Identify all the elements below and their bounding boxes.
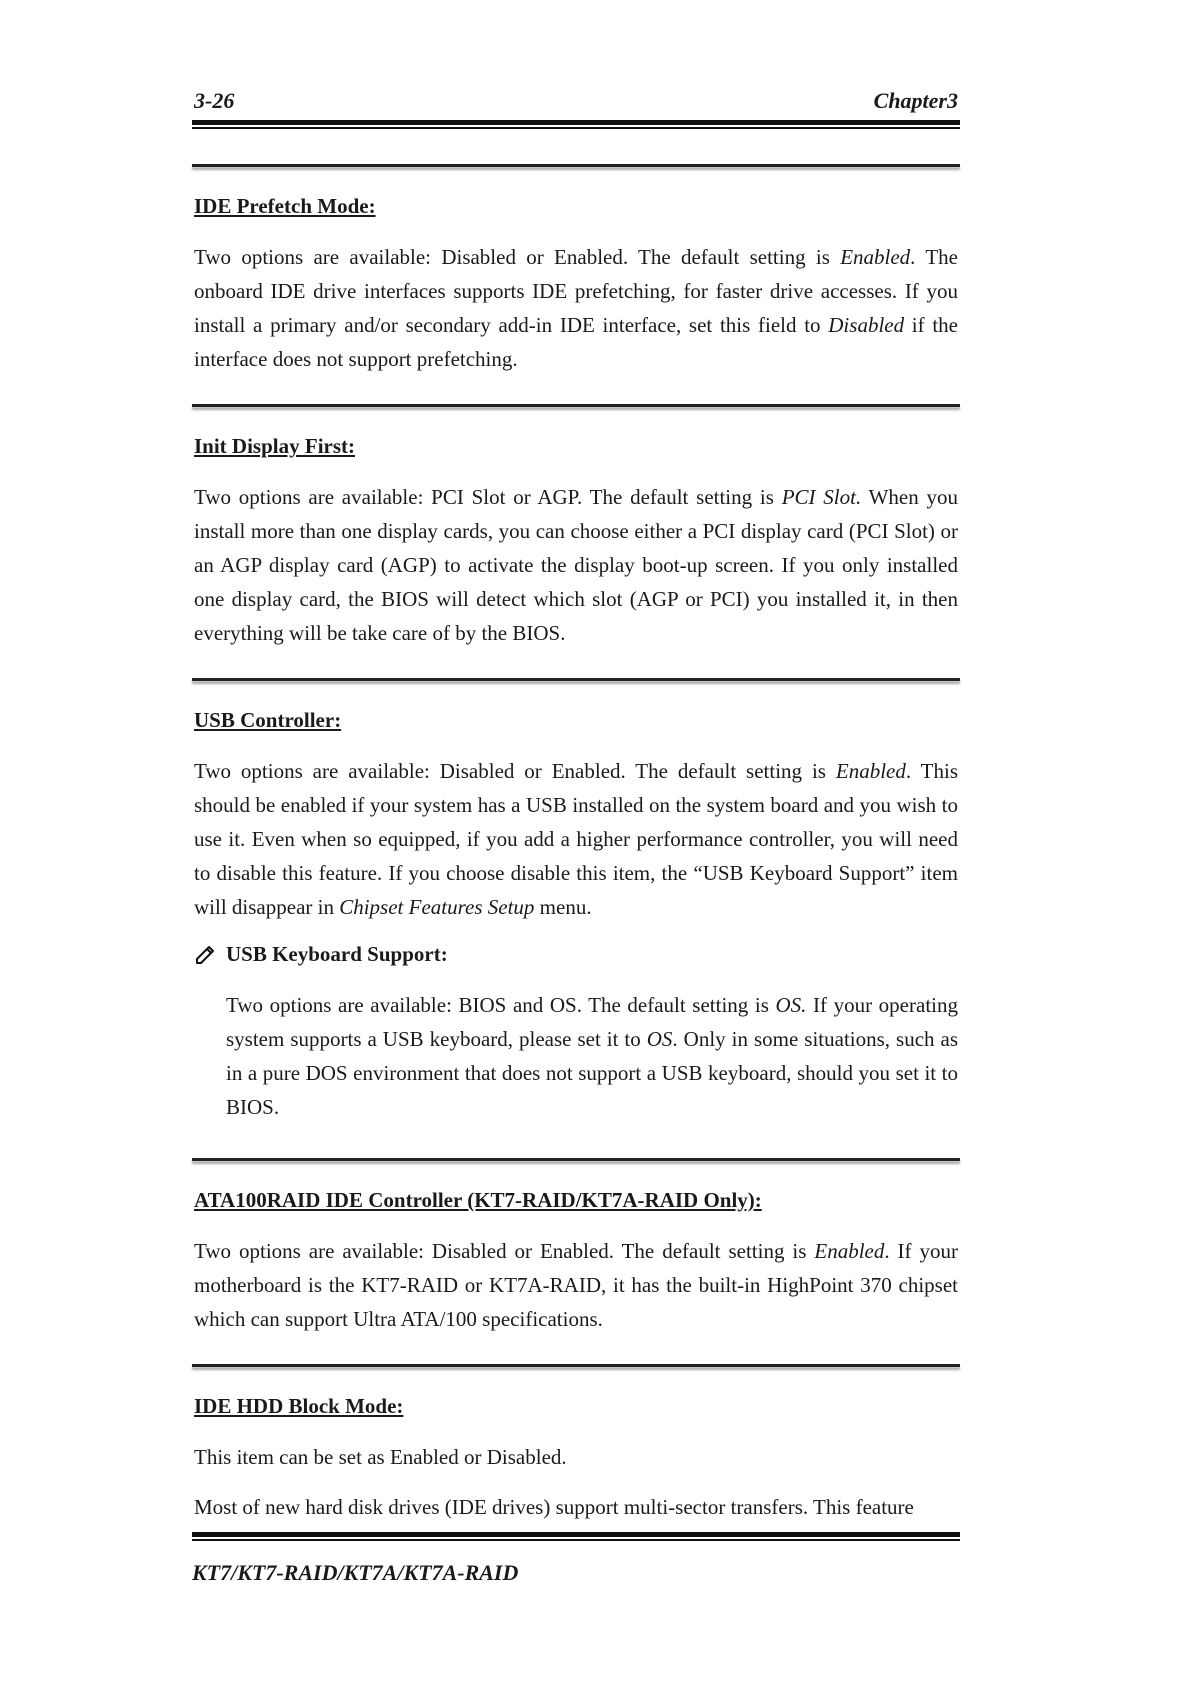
section-init-display-first xyxy=(194,432,958,666)
section-ide-prefetch-mode xyxy=(194,192,958,392)
section-divider xyxy=(192,404,960,407)
page-header xyxy=(192,88,960,116)
pencil-icon xyxy=(194,942,218,966)
section-ata100raid-ide-controller xyxy=(194,1186,958,1352)
section-paragraph: Two options are available: Disabled or Enabled. The default setting is Enabled. This should be enabled if your system has a USB installed on the system board and you wish to use it. Even when so equipped, if you add a higher performance controller, you will need to disable this feature. If you choose disable this item, the “USB Keyboard Support” item will disappear in Chipset Features Setup menu. xyxy=(194,759,958,919)
section-paragraph: Most of new hard disk drives (IDE drives) support multi-sector transfers. This feature xyxy=(194,1495,914,1519)
footer-model: KT7/KT7-RAID/KT7A/KT7A-RAID xyxy=(192,1560,519,1585)
subsection-paragraph: Two options are available: BIOS and OS. The default setting is OS. If your operating system supports a USB keyboard, please set it to OS. Only in some situations, such as in a pure DOS environment that does not support a USB keyboard, should you set it to BIOS. xyxy=(226,993,958,1119)
section-title: ATA100RAID IDE Controller (KT7-RAID/KT7A-RAID Only): xyxy=(194,1188,762,1212)
section-paragraph: This item can be set as Enabled or Disabled. xyxy=(194,1445,567,1469)
section-divider xyxy=(192,164,960,167)
section-divider xyxy=(192,1364,960,1367)
section-divider xyxy=(192,678,960,681)
header-rule xyxy=(192,120,960,129)
section-title: USB Controller: xyxy=(194,708,342,732)
section-title: Init Display First: xyxy=(194,434,356,458)
section-title: IDE Prefetch Mode: xyxy=(194,194,376,218)
section-divider xyxy=(192,1158,960,1161)
subsection-usb-keyboard-support xyxy=(194,940,958,1124)
section-title: IDE HDD Block Mode: xyxy=(194,1394,404,1418)
subsection-title: USB Keyboard Support: xyxy=(226,942,448,966)
section-paragraph: Two options are available: PCI Slot or AGP. The default setting is PCI Slot. When you install more than one display cards, you can choose either a PCI display card (PCI Slot) or an AGP display card (AGP) to activate the display boot-up screen. If you only installed one display card, the BIOS will detect which slot (AGP or PCI) you installed it, in then everything will be take care of by the BIOS. xyxy=(194,485,958,645)
section-ide-hdd-block-mode xyxy=(194,1392,958,1540)
page-number: 3-26 xyxy=(194,88,235,113)
footer-rule xyxy=(192,1532,960,1541)
manual-page xyxy=(192,0,960,1684)
section-paragraph: Two options are available: Disabled or Enabled. The default setting is Enabled. The onboard IDE drive interfaces supports IDE prefetching, for faster drive accesses. If you install a primary and/or secondary add-in IDE interface, set this field to Disabled if the interface does not support prefetching. xyxy=(194,245,959,371)
section-paragraph: Two options are available: Disabled or Enabled. The default setting is Enabled. If your motherboard is the KT7-RAID or KT7A-RAID, it has the built-in HighPoint 370 chipset which can support Ultra ATA/100 specifications. xyxy=(194,1239,958,1331)
chapter-label: Chapter3 xyxy=(873,88,958,113)
section-usb-controller xyxy=(194,706,958,1140)
